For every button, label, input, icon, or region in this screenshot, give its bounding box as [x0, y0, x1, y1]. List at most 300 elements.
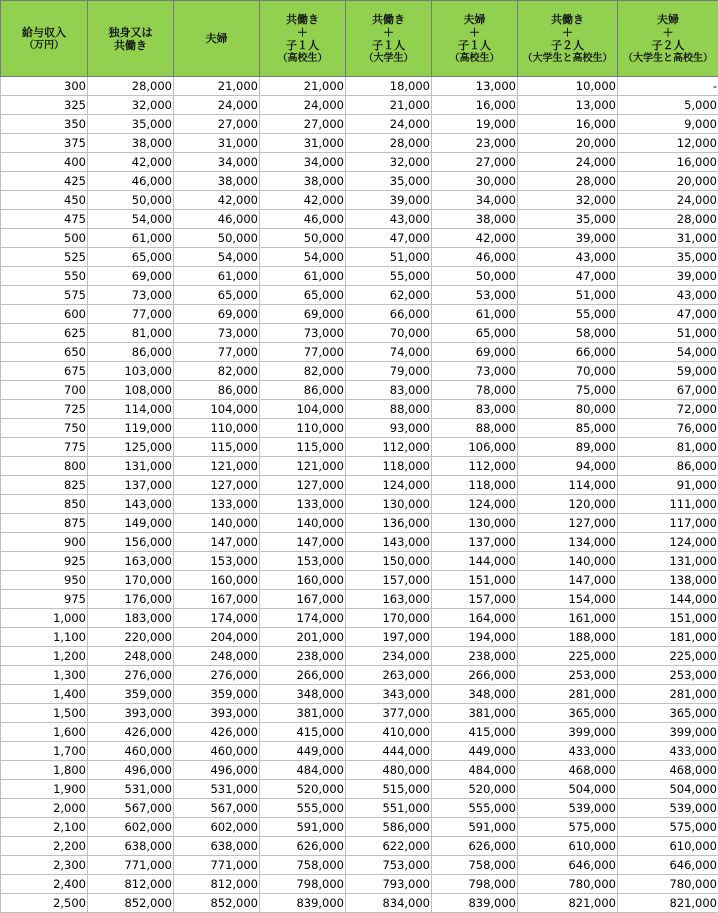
- amount-cell: 496,000: [174, 761, 260, 780]
- income-cell: 1,500: [1, 704, 88, 723]
- column-header: [518, 1, 618, 77]
- amount-cell: 23,000: [432, 134, 518, 153]
- amount-cell: 125,000: [88, 438, 174, 457]
- amount-cell: 65,000: [432, 324, 518, 343]
- amount-cell: 646,000: [518, 856, 618, 875]
- amount-cell: 73,000: [432, 362, 518, 381]
- table-row: [1, 419, 718, 438]
- amount-cell: 70,000: [518, 362, 618, 381]
- amount-cell: 114,000: [518, 476, 618, 495]
- table-row: [1, 818, 718, 837]
- table-row: [1, 210, 718, 229]
- amount-cell: 12,000: [618, 134, 718, 153]
- amount-cell: 567,000: [174, 799, 260, 818]
- column-header-line: ＋: [518, 26, 617, 39]
- amount-cell: 170,000: [346, 609, 432, 628]
- table-row: [1, 191, 718, 210]
- amount-cell: 69,000: [88, 267, 174, 286]
- income-cell: 600: [1, 305, 88, 324]
- amount-cell: 626,000: [432, 837, 518, 856]
- amount-cell: 602,000: [88, 818, 174, 837]
- amount-cell: 188,000: [518, 628, 618, 647]
- amount-cell: 468,000: [518, 761, 618, 780]
- table-row: [1, 495, 718, 514]
- amount-cell: 153,000: [260, 552, 346, 571]
- amount-cell: 115,000: [260, 438, 346, 457]
- income-cell: 400: [1, 153, 88, 172]
- amount-cell: 19,000: [432, 115, 518, 134]
- amount-cell: 484,000: [432, 761, 518, 780]
- amount-cell: 426,000: [174, 723, 260, 742]
- amount-cell: 50,000: [260, 229, 346, 248]
- income-cell: 800: [1, 457, 88, 476]
- column-header: [346, 1, 432, 77]
- column-header-line: 子２人: [518, 39, 617, 52]
- amount-cell: 39,000: [518, 229, 618, 248]
- amount-cell: 42,000: [174, 191, 260, 210]
- amount-cell: 24,000: [174, 96, 260, 115]
- income-cell: 1,300: [1, 666, 88, 685]
- amount-cell: 567,000: [88, 799, 174, 818]
- amount-cell: 771,000: [88, 856, 174, 875]
- amount-cell: 55,000: [518, 305, 618, 324]
- amount-cell: 21,000: [174, 77, 260, 96]
- amount-cell: 484,000: [260, 761, 346, 780]
- amount-cell: 81,000: [88, 324, 174, 343]
- amount-cell: 55,000: [346, 267, 432, 286]
- amount-cell: 164,000: [432, 609, 518, 628]
- amount-cell: 147,000: [174, 533, 260, 552]
- amount-cell: 104,000: [174, 400, 260, 419]
- amount-cell: 77,000: [174, 343, 260, 362]
- income-cell: 2,200: [1, 837, 88, 856]
- column-header-line: （高校生）: [260, 52, 345, 65]
- table-row: [1, 476, 718, 495]
- amount-cell: 47,000: [346, 229, 432, 248]
- income-cell: 850: [1, 495, 88, 514]
- amount-cell: 253,000: [518, 666, 618, 685]
- amount-cell: 157,000: [346, 571, 432, 590]
- table-row: [1, 324, 718, 343]
- amount-cell: 163,000: [346, 590, 432, 609]
- amount-cell: 771,000: [174, 856, 260, 875]
- amount-cell: 16,000: [432, 96, 518, 115]
- amount-cell: 539,000: [618, 799, 718, 818]
- column-header-line: （高校生）: [432, 52, 517, 65]
- amount-cell: 433,000: [518, 742, 618, 761]
- amount-cell: 28,000: [518, 172, 618, 191]
- income-cell: 950: [1, 571, 88, 590]
- amount-cell: 393,000: [174, 704, 260, 723]
- header-row: [1, 1, 718, 77]
- amount-cell: 38,000: [88, 134, 174, 153]
- amount-cell: 591,000: [260, 818, 346, 837]
- income-cell: 775: [1, 438, 88, 457]
- amount-cell: 43,000: [346, 210, 432, 229]
- table-row: [1, 115, 718, 134]
- amount-cell: 76,000: [618, 419, 718, 438]
- amount-cell: 220,000: [88, 628, 174, 647]
- table-row: [1, 742, 718, 761]
- income-cell: 750: [1, 419, 88, 438]
- amount-cell: 120,000: [518, 495, 618, 514]
- amount-cell: 410,000: [346, 723, 432, 742]
- amount-cell: 35,000: [88, 115, 174, 134]
- amount-cell: 201,000: [260, 628, 346, 647]
- amount-cell: 834,000: [346, 894, 432, 913]
- table-row: [1, 704, 718, 723]
- amount-cell: 149,000: [88, 514, 174, 533]
- amount-cell: 18,000: [346, 77, 432, 96]
- amount-cell: 610,000: [618, 837, 718, 856]
- amount-cell: 140,000: [518, 552, 618, 571]
- income-cell: 2,400: [1, 875, 88, 894]
- amount-cell: 34,000: [432, 191, 518, 210]
- amount-cell: 520,000: [260, 780, 346, 799]
- amount-cell: 821,000: [618, 894, 718, 913]
- amount-cell: 151,000: [432, 571, 518, 590]
- amount-cell: 21,000: [346, 96, 432, 115]
- amount-cell: 38,000: [174, 172, 260, 191]
- amount-cell: 42,000: [432, 229, 518, 248]
- amount-cell: 51,000: [346, 248, 432, 267]
- table-row: [1, 134, 718, 153]
- amount-cell: 460,000: [174, 742, 260, 761]
- amount-cell: 798,000: [432, 875, 518, 894]
- income-cell: 1,400: [1, 685, 88, 704]
- amount-cell: 130,000: [432, 514, 518, 533]
- amount-cell: 610,000: [518, 837, 618, 856]
- amount-cell: 638,000: [88, 837, 174, 856]
- amount-cell: 69,000: [260, 305, 346, 324]
- column-header: [432, 1, 518, 77]
- amount-cell: 74,000: [346, 343, 432, 362]
- amount-cell: 147,000: [518, 571, 618, 590]
- amount-cell: 28,000: [346, 134, 432, 153]
- amount-cell: 197,000: [346, 628, 432, 647]
- amount-cell: 70,000: [346, 324, 432, 343]
- amount-cell: 798,000: [260, 875, 346, 894]
- amount-cell: 504,000: [618, 780, 718, 799]
- amount-cell: 591,000: [432, 818, 518, 837]
- amount-cell: 136,000: [346, 514, 432, 533]
- amount-cell: 5,000: [618, 96, 718, 115]
- table-row: [1, 362, 718, 381]
- amount-cell: 39,000: [618, 267, 718, 286]
- amount-cell: 157,000: [432, 590, 518, 609]
- amount-cell: 124,000: [432, 495, 518, 514]
- income-cell: 2,100: [1, 818, 88, 837]
- table-row: [1, 799, 718, 818]
- amount-cell: 79,000: [346, 362, 432, 381]
- income-cell: 625: [1, 324, 88, 343]
- amount-cell: 86,000: [88, 343, 174, 362]
- amount-cell: 134,000: [518, 533, 618, 552]
- amount-cell: 138,000: [618, 571, 718, 590]
- amount-cell: 69,000: [174, 305, 260, 324]
- amount-cell: 575,000: [618, 818, 718, 837]
- column-header-line: 共働き: [88, 39, 173, 52]
- income-cell: 500: [1, 229, 88, 248]
- amount-cell: 137,000: [432, 533, 518, 552]
- amount-cell: 154,000: [518, 590, 618, 609]
- column-header-line: 独身又は: [88, 26, 173, 39]
- amount-cell: 24,000: [260, 96, 346, 115]
- amount-cell: 77,000: [260, 343, 346, 362]
- table-body: [1, 77, 718, 913]
- table-row: [1, 305, 718, 324]
- amount-cell: 47,000: [618, 305, 718, 324]
- income-cell: 1,600: [1, 723, 88, 742]
- amount-cell: 114,000: [88, 400, 174, 419]
- amount-cell: 46,000: [174, 210, 260, 229]
- amount-cell: 42,000: [88, 153, 174, 172]
- amount-cell: 115,000: [174, 438, 260, 457]
- amount-cell: 121,000: [260, 457, 346, 476]
- amount-cell: 167,000: [174, 590, 260, 609]
- table-row: [1, 514, 718, 533]
- amount-cell: 234,000: [346, 647, 432, 666]
- amount-cell: 276,000: [88, 666, 174, 685]
- amount-cell: 73,000: [260, 324, 346, 343]
- amount-cell: 160,000: [174, 571, 260, 590]
- income-cell: 2,300: [1, 856, 88, 875]
- column-header: [618, 1, 718, 77]
- amount-cell: 86,000: [260, 381, 346, 400]
- column-header-line: 子１人: [346, 39, 431, 52]
- income-cell: 925: [1, 552, 88, 571]
- table-row: [1, 77, 718, 96]
- income-cell: 475: [1, 210, 88, 229]
- income-cell: 700: [1, 381, 88, 400]
- amount-cell: 496,000: [88, 761, 174, 780]
- income-cell: 575: [1, 286, 88, 305]
- amount-cell: 106,000: [432, 438, 518, 457]
- income-cell: 1,800: [1, 761, 88, 780]
- amount-cell: 531,000: [174, 780, 260, 799]
- amount-cell: 65,000: [174, 286, 260, 305]
- column-header-line: ＋: [618, 26, 718, 39]
- amount-cell: 28,000: [618, 210, 718, 229]
- amount-cell: 150,000: [346, 552, 432, 571]
- column-header: [174, 1, 260, 77]
- amount-cell: 124,000: [618, 533, 718, 552]
- income-cell: 900: [1, 533, 88, 552]
- amount-cell: 54,000: [618, 343, 718, 362]
- amount-cell: 82,000: [260, 362, 346, 381]
- income-cell: 550: [1, 267, 88, 286]
- amount-cell: 144,000: [432, 552, 518, 571]
- amount-cell: 77,000: [88, 305, 174, 324]
- amount-cell: 520,000: [432, 780, 518, 799]
- amount-cell: 626,000: [260, 837, 346, 856]
- amount-cell: 365,000: [518, 704, 618, 723]
- column-header-line: 共働き: [518, 13, 617, 26]
- table-row: [1, 837, 718, 856]
- amount-cell: 86,000: [618, 457, 718, 476]
- income-cell: 725: [1, 400, 88, 419]
- amount-cell: 551,000: [346, 799, 432, 818]
- amount-cell: 110,000: [174, 419, 260, 438]
- amount-cell: 130,000: [346, 495, 432, 514]
- amount-cell: 204,000: [174, 628, 260, 647]
- income-cell: 375: [1, 134, 88, 153]
- amount-cell: 415,000: [432, 723, 518, 742]
- column-header-line: 子１人: [432, 39, 517, 52]
- amount-cell: 118,000: [432, 476, 518, 495]
- amount-cell: 758,000: [432, 856, 518, 875]
- amount-cell: 27,000: [174, 115, 260, 134]
- column-header-line: （大学生と高校生）: [518, 52, 617, 65]
- amount-cell: 131,000: [88, 457, 174, 476]
- amount-cell: 174,000: [174, 609, 260, 628]
- amount-cell: 124,000: [346, 476, 432, 495]
- amount-cell: 393,000: [88, 704, 174, 723]
- amount-cell: 839,000: [432, 894, 518, 913]
- amount-cell: 66,000: [346, 305, 432, 324]
- column-header-line: （大学生と高校生）: [618, 52, 718, 65]
- amount-cell: -: [618, 77, 718, 96]
- amount-cell: 586,000: [346, 818, 432, 837]
- amount-cell: 839,000: [260, 894, 346, 913]
- column-header-line: 夫婦: [174, 32, 259, 45]
- amount-cell: 381,000: [432, 704, 518, 723]
- amount-cell: 119,000: [88, 419, 174, 438]
- amount-cell: 42,000: [260, 191, 346, 210]
- amount-cell: 131,000: [618, 552, 718, 571]
- amount-cell: 638,000: [174, 837, 260, 856]
- income-cell: 325: [1, 96, 88, 115]
- amount-cell: 433,000: [618, 742, 718, 761]
- amount-cell: 555,000: [432, 799, 518, 818]
- amount-cell: 348,000: [432, 685, 518, 704]
- income-cell: 2,000: [1, 799, 88, 818]
- table-row: [1, 609, 718, 628]
- amount-cell: 43,000: [518, 248, 618, 267]
- amount-cell: 127,000: [518, 514, 618, 533]
- column-header-line: ＋: [346, 26, 431, 39]
- amount-cell: 59,000: [618, 362, 718, 381]
- income-cell: 300: [1, 77, 88, 96]
- amount-cell: 602,000: [174, 818, 260, 837]
- amount-cell: 281,000: [518, 685, 618, 704]
- amount-cell: 31,000: [174, 134, 260, 153]
- amount-cell: 54,000: [88, 210, 174, 229]
- column-header-line: （万円）: [1, 39, 87, 52]
- amount-cell: 47,000: [518, 267, 618, 286]
- column-header-line: ＋: [432, 26, 517, 39]
- amount-cell: 91,000: [618, 476, 718, 495]
- table-row: [1, 856, 718, 875]
- amount-cell: 27,000: [432, 153, 518, 172]
- income-cell: 1,900: [1, 780, 88, 799]
- income-cell: 1,000: [1, 609, 88, 628]
- amount-cell: 194,000: [432, 628, 518, 647]
- amount-cell: 104,000: [260, 400, 346, 419]
- amount-cell: 46,000: [88, 172, 174, 191]
- amount-cell: 812,000: [174, 875, 260, 894]
- amount-cell: 183,000: [88, 609, 174, 628]
- table-row: [1, 723, 718, 742]
- amount-cell: 359,000: [174, 685, 260, 704]
- amount-cell: 143,000: [346, 533, 432, 552]
- amount-cell: 13,000: [432, 77, 518, 96]
- amount-cell: 248,000: [88, 647, 174, 666]
- amount-cell: 16,000: [618, 153, 718, 172]
- amount-cell: 27,000: [260, 115, 346, 134]
- amount-cell: 43,000: [618, 286, 718, 305]
- amount-cell: 238,000: [260, 647, 346, 666]
- amount-cell: 460,000: [88, 742, 174, 761]
- amount-cell: 88,000: [432, 419, 518, 438]
- amount-cell: 20,000: [518, 134, 618, 153]
- amount-cell: 80,000: [518, 400, 618, 419]
- amount-cell: 225,000: [618, 647, 718, 666]
- table-row: [1, 590, 718, 609]
- amount-cell: 238,000: [432, 647, 518, 666]
- amount-cell: 61,000: [174, 267, 260, 286]
- amount-cell: 89,000: [518, 438, 618, 457]
- amount-cell: 575,000: [518, 818, 618, 837]
- table-row: [1, 343, 718, 362]
- amount-cell: 253,000: [618, 666, 718, 685]
- amount-cell: 50,000: [432, 267, 518, 286]
- table-row: [1, 229, 718, 248]
- amount-cell: 69,000: [432, 343, 518, 362]
- amount-cell: 82,000: [174, 362, 260, 381]
- amount-cell: 20,000: [618, 172, 718, 191]
- amount-cell: 66,000: [518, 343, 618, 362]
- amount-cell: 181,000: [618, 628, 718, 647]
- amount-cell: 133,000: [174, 495, 260, 514]
- amount-cell: 780,000: [618, 875, 718, 894]
- amount-cell: 103,000: [88, 362, 174, 381]
- amount-cell: 160,000: [260, 571, 346, 590]
- amount-cell: 35,000: [346, 172, 432, 191]
- amount-cell: 10,000: [518, 77, 618, 96]
- amount-cell: 111,000: [618, 495, 718, 514]
- amount-cell: 94,000: [518, 457, 618, 476]
- amount-cell: 468,000: [618, 761, 718, 780]
- income-cell: 875: [1, 514, 88, 533]
- amount-cell: 140,000: [260, 514, 346, 533]
- amount-cell: 539,000: [518, 799, 618, 818]
- amount-cell: 112,000: [432, 457, 518, 476]
- amount-cell: 343,000: [346, 685, 432, 704]
- amount-cell: 348,000: [260, 685, 346, 704]
- amount-cell: 24,000: [346, 115, 432, 134]
- table-row: [1, 761, 718, 780]
- table-row: [1, 647, 718, 666]
- table-row: [1, 533, 718, 552]
- amount-cell: 31,000: [260, 134, 346, 153]
- amount-cell: 53,000: [432, 286, 518, 305]
- column-header-line: 子２人: [618, 39, 718, 52]
- amount-cell: 147,000: [260, 533, 346, 552]
- amount-cell: 143,000: [88, 495, 174, 514]
- amount-cell: 118,000: [346, 457, 432, 476]
- table-row: [1, 267, 718, 286]
- amount-cell: 21,000: [260, 77, 346, 96]
- income-cell: 975: [1, 590, 88, 609]
- amount-cell: 515,000: [346, 780, 432, 799]
- income-cell: 525: [1, 248, 88, 267]
- amount-cell: 399,000: [518, 723, 618, 742]
- table-row: [1, 248, 718, 267]
- table-row: [1, 457, 718, 476]
- amount-cell: 399,000: [618, 723, 718, 742]
- amount-cell: 137,000: [88, 476, 174, 495]
